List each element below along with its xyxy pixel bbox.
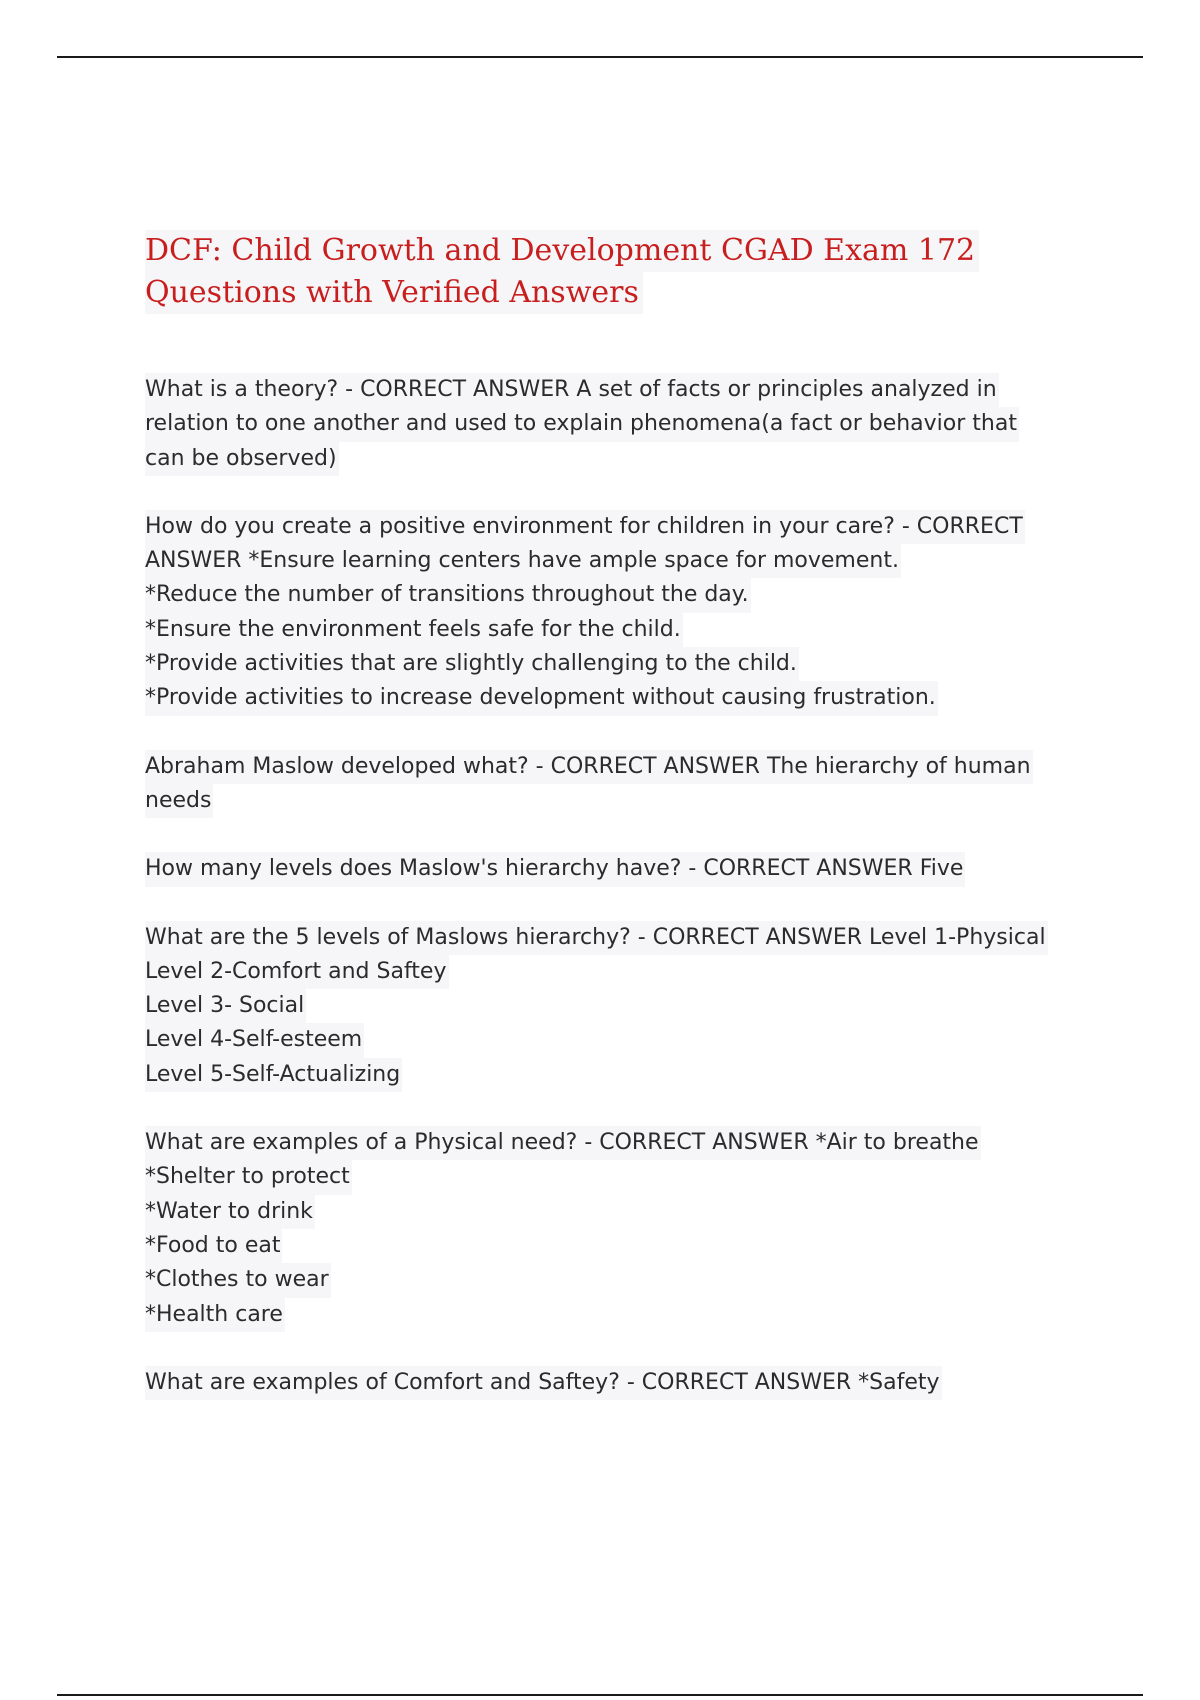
qa-line: *Provide activities to increase development without causing frustration.: [145, 681, 938, 715]
qa-line: needs: [145, 784, 213, 818]
title-line: Questions with Verified Answers: [145, 272, 643, 314]
qa-line: Level 2-Comfort and Saftey: [145, 955, 449, 989]
qa-line: *Ensure the environment feels safe for the child.: [145, 613, 683, 647]
top-rule: [57, 56, 1143, 58]
qa-line: How many levels does Maslow's hierarchy have? - CORRECT ANSWER Five: [145, 852, 965, 886]
qa-line: *Clothes to wear: [145, 1263, 331, 1297]
qa-line: *Water to drink: [145, 1195, 315, 1229]
qa-line: What are examples of Comfort and Saftey? - CORRECT ANSWER *Safety: [145, 1366, 942, 1400]
qa-line: What is a theory? - CORRECT ANSWER A set of facts or principles analyzed in: [145, 373, 999, 407]
document-body: [145, 230, 1085, 1434]
qa-line: Level 5-Self-Actualizing: [145, 1058, 402, 1092]
qa-line: What are the 5 levels of Maslows hierarchy? - CORRECT ANSWER Level 1-Physical: [145, 921, 1048, 955]
bottom-rule: [57, 1694, 1143, 1696]
qa-line: What are examples of a Physical need? - CORRECT ANSWER *Air to breathe: [145, 1126, 981, 1160]
qa-line: ANSWER *Ensure learning centers have ample space for movement.: [145, 544, 901, 578]
qa-item-maslow: [145, 750, 1085, 819]
qa-line: *Health care: [145, 1298, 285, 1332]
qa-line: *Provide activities that are slightly challenging to the child.: [145, 647, 799, 681]
qa-line: *Reduce the number of transitions throughout the day.: [145, 578, 751, 612]
qa-item-levels-count: [145, 852, 1085, 886]
document-title: [145, 230, 1085, 314]
qa-line: How do you create a positive environment for children in your care? - CORRECT: [145, 510, 1025, 544]
qa-line: relation to one another and used to explain phenomena(a fact or behavior that: [145, 407, 1019, 441]
qa-line: can be observed): [145, 442, 339, 476]
qa-line: *Shelter to protect: [145, 1160, 352, 1194]
qa-item-comfort-safety: [145, 1366, 1085, 1400]
qa-line: Level 4-Self-esteem: [145, 1023, 364, 1057]
qa-item-physical-needs: [145, 1126, 1085, 1332]
qa-line: Abraham Maslow developed what? - CORRECT ANSWER The hierarchy of human: [145, 750, 1033, 784]
qa-line: *Food to eat: [145, 1229, 282, 1263]
qa-line: Level 3- Social: [145, 989, 306, 1023]
qa-item-five-levels: [145, 921, 1085, 1092]
qa-item-theory: [145, 373, 1085, 476]
title-line: DCF: Child Growth and Development CGAD Exam 172: [145, 230, 979, 272]
qa-item-positive-environment: [145, 510, 1085, 716]
